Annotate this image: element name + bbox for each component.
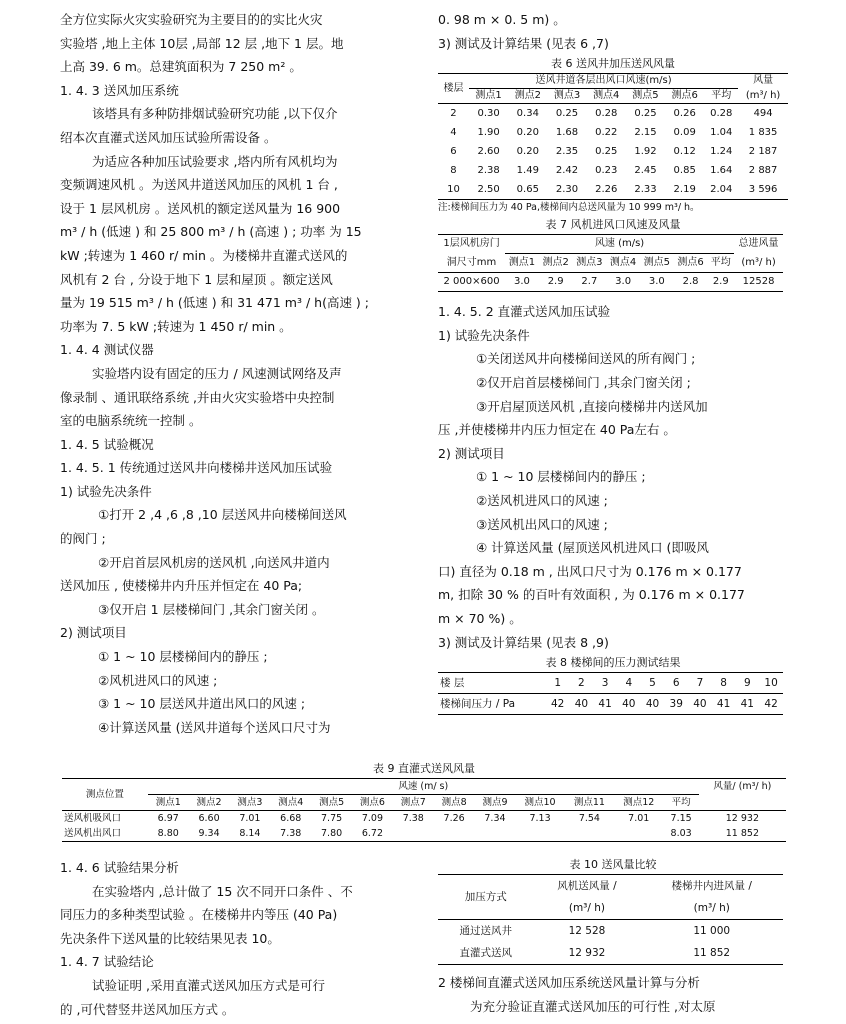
text-line: 1. 4. 5. 1 传统通过送风井向楼梯井送风加压试验 [60,460,333,476]
table-header: 1 [554,677,562,690]
text-line: ① 1 ~ 10 层楼梯间内的静压 ; [476,469,646,485]
table-10-caption: 表 10 送风量比较 [569,858,657,871]
table-cell: 7.01 [628,813,650,824]
table-cell: 11 000 [693,925,731,937]
table-header: 测点2 [196,797,222,808]
table-header [469,74,738,89]
table-header: 测点4 [609,257,637,269]
text-line: ③ 1 ~ 10 层送风井道出风口的风速 ; [98,696,306,712]
text-line: 量为 19 515 m³ / h (低速 ) 和 31 471 m³ / h(高速 ) ; [60,295,369,311]
table-header: 测点4 [278,797,304,808]
table-cell: 2.30 [555,184,579,196]
table-header: 测点6 [671,90,698,102]
table-cell: 6.72 [361,828,384,839]
text-line: ③仅开启 1 层楼梯间门 ,其余门窗关闭 。 [98,601,325,617]
table-cell: 0.28 [595,108,618,120]
table-header: 测点1 [508,257,536,269]
table-cell: 1.04 [710,127,733,139]
table-header: 风量/ (m³/ h) [713,781,772,793]
table-cell: 3 596 [748,184,778,196]
table-cell: 6.60 [198,813,220,824]
table-cell: 7.09 [361,813,384,824]
table-cell: 2.7 [581,276,598,288]
table-6-note: 注:楼梯间压力为 40 Pa,楼梯间内总送风量为 10 999 m³/ h。 [438,202,700,214]
table-header: 9 [743,677,751,690]
table-cell: 2.45 [634,165,657,177]
text-line: ③开启屋顶送风机 ,直接向楼梯井内送风加 [476,398,708,414]
table-cell: 2 [450,108,457,120]
table-cell: 7.26 [443,813,465,824]
text-line: 功率为 7. 5 kW ;转速为 1 450 r/ min 。 [60,318,292,334]
table-cell: 7.75 [321,813,343,824]
text-line: ① 1 ~ 10 层楼梯间内的静压 ; [98,649,268,665]
table-row [438,942,783,965]
table-cell: 42 [551,698,565,711]
text-line: 3) 测试及计算结果 (见表 8 ,9) [438,634,609,650]
table-8-caption: 表 8 楼梯间的压力测试结果 [545,656,681,670]
text-line: 2) 测试项目 [60,625,127,641]
table-header: 平均 [671,797,691,808]
table-cell: 7.38 [402,813,424,824]
text-line: 的 ,可代替竖井送风加压方式 。 [60,1001,235,1017]
table-header: 4 [625,677,633,690]
table-header: (m³/ h) [693,902,730,914]
table-cell: 0.22 [595,127,618,139]
table-cell: 41 [598,698,612,711]
table-cell: 2.38 [477,165,500,177]
table-header: 测点4 [593,90,620,102]
table-cell: 0.25 [634,108,657,120]
text-line: ①打开 2 ,4 ,6 ,8 ,10 层送风井向楼梯间送风 [98,507,347,523]
table-9-block [62,760,786,842]
table-cell: 0.09 [673,127,696,139]
table-cell: 9.34 [198,828,220,839]
text-line: 绍本次直灌式送风加压试验所需设备 。 [60,129,277,145]
table-cell: 12 528 [568,925,606,937]
table-cell: 7.01 [239,813,261,824]
table-cell: 7.15 [670,813,692,824]
text-line: ②风机进风口的风速 ; [98,672,218,688]
table-row [438,123,788,142]
table-cell: 39 [669,698,683,711]
text-line: 为充分验证直灌式送风加压的可行性 ,对太原 [470,998,716,1014]
table-header: 测点5 [632,90,659,102]
table-header: 测点10 [524,797,556,808]
table-cell: 1.68 [555,127,579,139]
table-header: 洞尺寸mm [446,256,497,268]
text-line: m³ / h (低速 ) 和 25 800 m³ / h (高速 ) ; 功率 为 15 [60,224,362,240]
table-header: 测点12 [623,797,655,808]
text-line: 实验塔内设有固定的压力 / 风速测试网络及声 [92,365,342,381]
text-line: m × 70 %) 。 [438,610,522,626]
table-header: 测点9 [482,797,508,808]
table-cell: 8 [450,165,457,177]
table-cell: 0.30 [477,108,500,120]
table-cell: 1.24 [710,146,733,158]
text-line: 1. 4. 7 试验结论 [60,954,154,970]
table-cell: 7.38 [280,828,302,839]
table-row [438,161,788,180]
table-10 [438,874,783,965]
table-cell: 42 [764,698,778,711]
table-header: (m³/ h) [745,89,781,101]
table-9 [62,778,786,842]
table-cell: 7.13 [529,813,551,824]
table-cell: 0.34 [516,108,539,120]
text-line: ②送风机进风口的风速 ; [476,492,608,508]
table-cell: 0.23 [595,165,618,177]
table-cell: 2.35 [555,146,579,158]
table-cell: 1.49 [516,165,539,177]
text-line: ④ 计算送风量 (屋顶送风机进风口 (即吸风 [476,540,709,556]
table-7-caption: 表 7 风机进风口风速及风量 [545,218,681,232]
text-line: 1. 4. 4 测试仪器 [60,342,154,358]
table-header: 测点6 [359,797,385,808]
table-cell: 2.15 [634,127,657,139]
table-cell: 1.90 [477,127,500,139]
text-line: 同压力的多种类型试验 。在楼梯井内等压 (40 Pa) [60,907,338,923]
text-line: 试验证明 ,采用直灌式送风加压方式是可行 [92,977,325,993]
text-line: kW ;转速为 1 460 r/ min 。为楼梯井直灌式送风的 [60,247,348,263]
table-header: 平均 [711,90,732,102]
table-header: 测点2 [542,257,569,269]
table-cell: 12 932 [725,813,760,824]
text-line: 1) 试验先决条件 [438,327,530,343]
table-header: 7 [696,677,704,690]
table-cell: 8.03 [670,828,692,839]
table-cell: 6.68 [280,813,302,824]
table-8 [438,672,783,715]
right-text-block [438,300,788,654]
left-text-block [60,8,415,739]
text-line: 室的电脑系统统一控制 。 [60,413,202,429]
table-cell: 4 [450,127,457,139]
table-cell: 2 187 [748,146,778,158]
table-cell: 0.25 [555,108,579,120]
table-cell: 40 [645,698,660,711]
table-cell: 直灌式送风 [459,947,512,959]
table-cell: 11 852 [693,947,731,959]
table-header: 总进风量 [738,238,779,250]
table-cell: 8.14 [239,828,261,839]
table-cell [614,826,663,842]
table-cell: 11 852 [725,828,760,839]
table-cell: 0.85 [673,165,696,177]
table-cell: 0.25 [595,146,618,158]
text-line: 先决条件下送风量的比较结果见表 10。 [60,930,280,946]
table-cell: 2.26 [595,184,618,196]
table-cell [475,826,516,842]
text-line: 实验塔 ,地上主体 10层 ,局部 12 层 ,地下 1 层。地 [60,35,344,51]
table-cell: 0.26 [673,108,696,120]
left-bottom-text [60,856,415,1021]
table-cell: 41 [716,698,731,711]
table-row [438,180,788,200]
text-line: m, 扣除 30 % 的百叶有效面积 , 为 0.176 m × 0.177 [438,587,745,603]
text-line: ④计算送风量 (送风井道每个送风口尺寸为 [98,719,331,735]
table-header: 测点1 [475,90,502,102]
table-cell: 2 000×600 [443,276,500,288]
text-line: 像录制 、通讯联络系统 ,并由火灾实验塔中央控制 [60,389,335,405]
table-cell [393,826,434,842]
table-cell [565,826,614,842]
text-line: ①关闭送风井向楼梯间送风的所有阀门 ; [476,351,696,367]
table-cell: 2 887 [748,165,778,177]
table-cell: 2.33 [634,184,657,196]
table-cell: 10 [447,184,460,196]
left-bottom-column [60,856,415,1021]
text-line: 1. 4. 3 送风加压系统 [60,82,179,98]
text-line: 为适应各种加压试验要求 ,塔内所有风机均为 [92,153,338,169]
table-cell: 2.19 [673,184,696,196]
table-header-text: 送风井道各层出风口风速 [535,75,646,87]
table-header: 测点6 [677,257,704,269]
table-cell: 0.65 [516,184,539,196]
table-header: 测点5 [643,257,671,269]
table-header: 加压方式 [464,891,507,903]
table-cell [434,826,475,842]
table-cell: 0.20 [516,127,539,139]
table-row [438,273,783,292]
table-cell: 2.9 [712,276,729,288]
table-6-caption: 表 6 送风井加压送风风量 [551,57,675,71]
table-header: 10 [764,677,778,690]
table-cell: 3.0 [513,276,530,288]
text-line: 上高 39. 6 m。总建筑面积为 7 250 m² 。 [60,59,302,75]
table-header: 测点11 [573,797,605,808]
table-header: 测点7 [400,797,426,808]
table-header: 风量 [753,75,774,87]
table-9-caption: 表 9 直灌式送风风量 [373,762,475,775]
table-row [438,142,788,161]
table-header: (m³/ h) [741,256,776,268]
table-header: 2 [578,677,585,690]
table-header: 1层风机房门 [443,238,500,250]
text-line: ②仅开启首层楼梯间门 ,其余门窗关闭 ; [476,374,691,390]
table-cell: 2.42 [555,165,579,177]
table-cell: 1.92 [634,146,657,158]
table-header: 楼 层 [440,677,465,690]
text-line: 0. 98 m × 0. 5 m) 。 [438,12,566,27]
text-line: 在实验塔内 ,总计做了 15 次不同开口条件 、不 [92,883,353,899]
text-line: 风机有 2 台 , 分设于地下 1 层和屋顶 。额定送风 [60,271,333,287]
text-line: ②开启首层风机房的送风机 ,向送风井道内 [98,554,330,570]
table-cell: 0.20 [516,146,539,158]
table-cell: 12528 [742,276,775,288]
table-cell: 0.28 [710,108,733,120]
text-line: 设于 1 层风机房 。送风机的额定送风量为 16 900 [60,200,341,216]
table-cell: 3.0 [648,276,665,288]
table-cell: 2.9 [547,276,564,288]
table-6 [438,73,788,200]
text-line: 口) 直径为 0.18 m , 出风口尺寸为 0.176 m × 0.177 [438,563,742,579]
table-cell: 40 [693,698,707,711]
table-header: 楼梯间压力 / Pa [440,698,516,711]
table-cell: 7.54 [578,813,600,824]
table-cell: 12 932 [568,947,606,959]
table-cell: 送风机出风口 [64,828,122,839]
table-cell: 40 [574,698,589,711]
table-header: 测点3 [576,257,603,269]
table-7 [438,234,783,292]
table-row [438,104,788,124]
table-header: 楼梯井内进风量 / [671,880,752,892]
table-cell [515,826,564,842]
table-cell: 7.80 [321,828,343,839]
table-cell: 送风机吸风口 [64,813,122,824]
left-column [60,8,415,739]
table-header: 测点8 [441,797,467,808]
table-header: 风速 (m/ s) [148,779,699,795]
table-cell: 2.60 [477,146,500,158]
table-cell: 7.34 [484,813,506,824]
table-header: 楼层 [443,82,464,94]
table-cell: 通过送风井 [459,925,512,937]
text-line: 的阀门 ; [60,531,106,547]
table-header: 3 [601,677,609,690]
table-header [699,795,786,811]
table-header: 测点位置 [85,789,124,800]
table-header: 测点5 [319,797,345,808]
table-cell: 3.0 [615,276,632,288]
text-line: 全方位实际火灾实验研究为主要目的的实比火灾 [60,12,323,27]
table-row [438,920,783,943]
table-row [62,826,786,842]
right-bottom-column [438,856,788,1018]
table-cell: 2.50 [477,184,500,196]
table-cell: 40 [622,698,636,711]
text-line: 送风加压 , 使楼梯井内升压并恒定在 40 Pa; [60,578,303,594]
table-header: 5 [649,677,656,690]
table-cell: 6.97 [157,813,179,824]
table-header: 测点3 [553,90,581,102]
table-cell: 0.12 [673,146,696,158]
text-line: 压 ,并使楼梯井内压力恒定在 40 Pa左右 。 [438,422,676,438]
text-line: 1. 4. 5. 2 直灌式送风加压试验 [438,304,611,320]
table-cell: 1 835 [748,127,778,139]
table-cell: 8.80 [157,828,179,839]
text-line: 3) 测试及计算结果 (见表 6 ,7) [438,35,609,51]
right-column [438,8,788,715]
table-header: (m³/ h) [568,902,606,914]
table-cell: 2.8 [682,276,699,288]
text-line: 该塔具有多种防排烟试验研究功能 ,以下仅介 [92,106,338,122]
table-header: 8 [720,677,727,690]
table-header: 测点1 [155,797,181,808]
table-cell: 1.64 [710,165,733,177]
table-cell: 41 [740,698,754,711]
text-line: ③送风机出风口的风速 ; [476,516,608,532]
table-header: 平均 [710,257,731,269]
table-cell: 2.04 [710,184,733,196]
table-header: 6 [672,677,680,690]
table-row [62,811,786,827]
table-header: 测点3 [237,797,263,808]
text-line: 1. 4. 6 试验结果分析 [60,860,179,875]
table-cell: 6 [450,146,457,158]
table-header: 风机送风量 / [557,880,617,892]
table-header: 风速 (m/s) [505,235,734,254]
section-heading: 2 楼梯间直灌式送风加压系统送风量计算与分析 [438,975,700,990]
table-cell: 494 [753,108,773,120]
table-header-unit: (m/s) [645,75,672,87]
text-line: 2) 测试项目 [438,445,505,461]
text-line: 变频调速风机 。为送风井道送风加压的风机 1 台 , [60,177,338,193]
text-line: 1. 4. 5 试验概况 [60,436,154,452]
text-line: 1) 试验先决条件 [60,483,152,499]
table-header: 测点2 [514,90,541,102]
